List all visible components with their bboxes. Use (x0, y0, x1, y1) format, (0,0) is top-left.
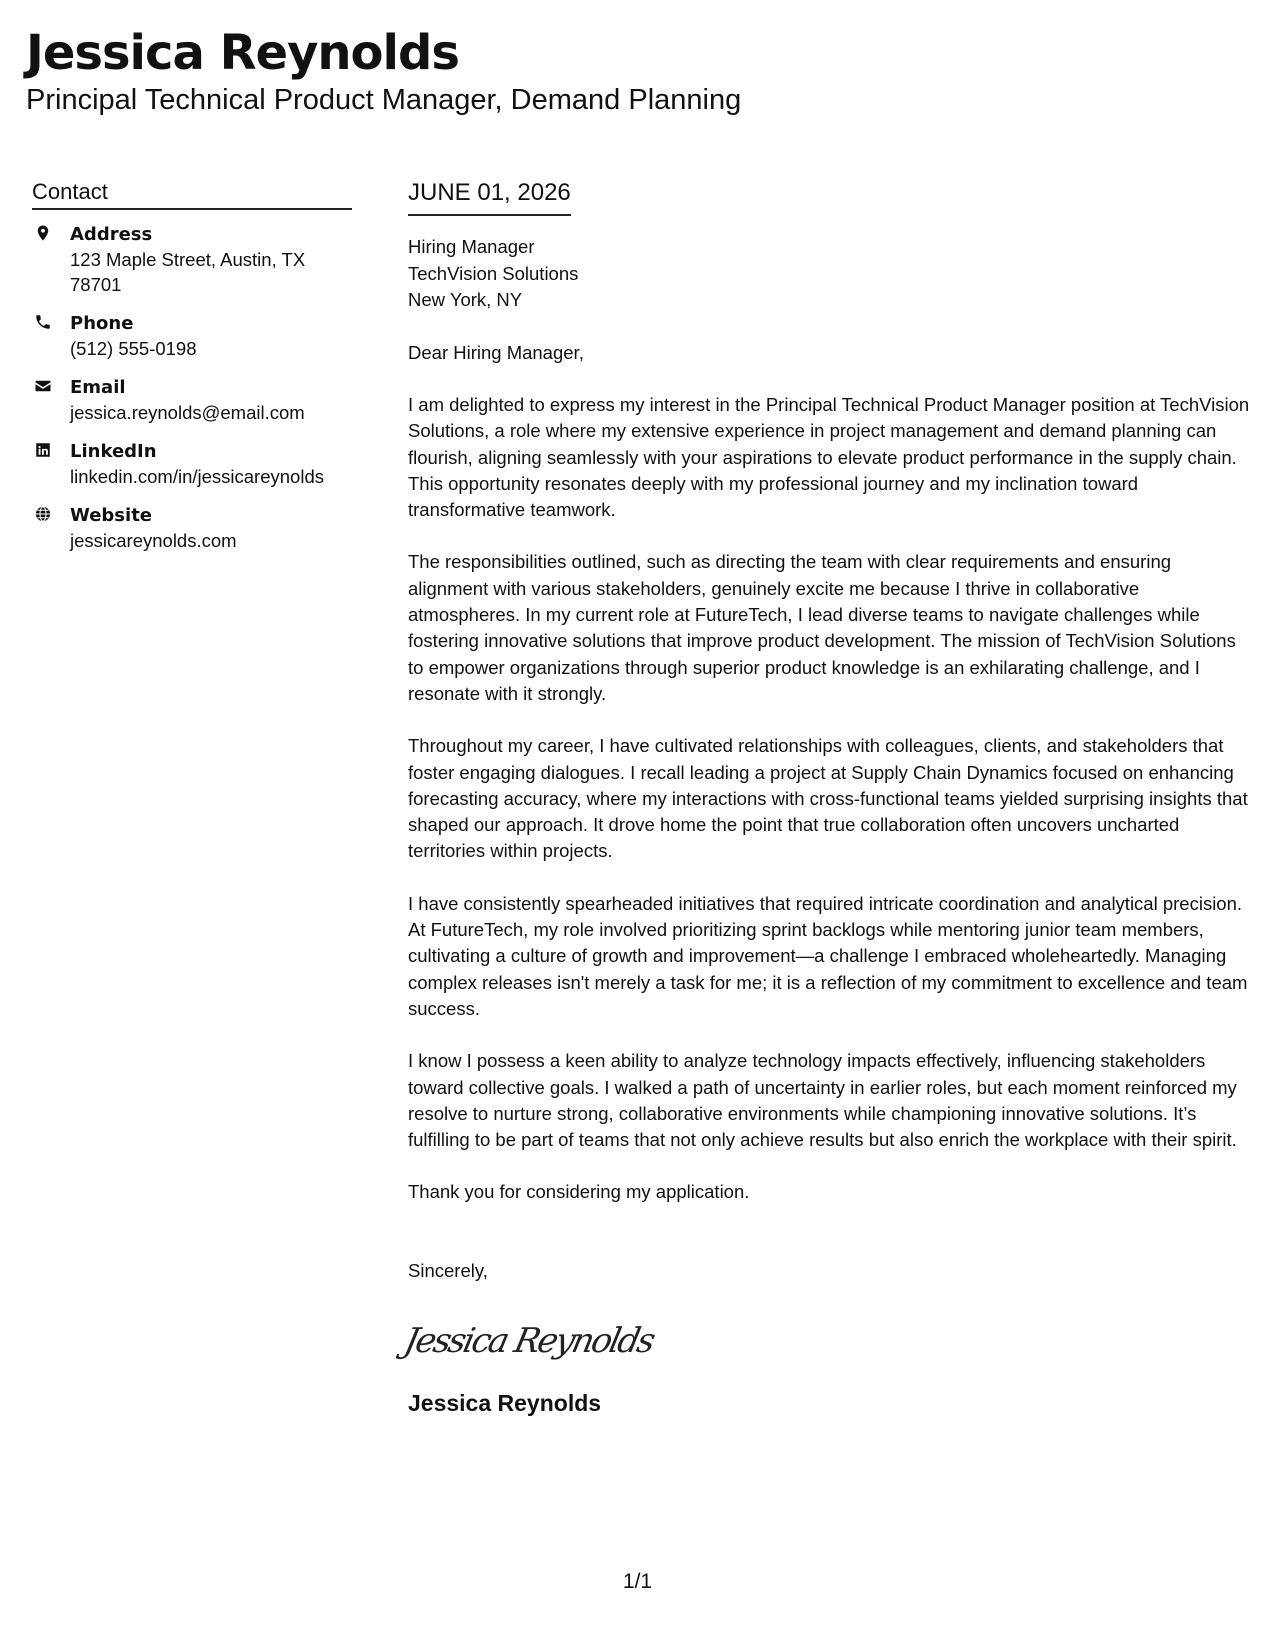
phone-label: Phone (70, 313, 134, 334)
signer-name: Jessica Reynolds (408, 1390, 602, 1417)
recipient-block (408, 234, 1250, 314)
paragraph-3: Throughout my career, I have cultivated relationships with colleagues, clients, and stakeholders that foster engaging dialogues. I recall leading a project at Supply Chain Dynamics focused on enhancing forecasting accuracy, where my interactions with cross-functional teams yielded surprising insights that shaped our approach. It drove home the point that true collaboration often uncovers uncharted territories within projects. (408, 735, 1248, 862)
contact-phone (32, 311, 352, 361)
contact-email (32, 375, 352, 425)
closing: Sincerely, (408, 1259, 488, 1281)
email-label: Email (70, 377, 126, 398)
linkedin-icon (34, 441, 52, 459)
salutation: Dear Hiring Manager, (408, 341, 584, 363)
page-number: 1/1 (622, 1570, 653, 1593)
paragraph-1: I am delighted to express my interest in the Principal Technical Product Manager position at TechVision Solutions, a role where my extensive experience in project management and demand planning can flourish, aligning seamlessly with your aspirations to elevate product performance in the supply chain. This opportunity resonates deeply with my professional journey and my inclination toward transformative teamwork. (408, 394, 1250, 521)
website-label: Website (70, 505, 153, 526)
contact-linkedin (32, 439, 352, 489)
recipient-location: New York, NY (408, 289, 523, 310)
phone-icon (34, 313, 52, 331)
job-title: Principal Technical Product Manager, Demand Planning (26, 84, 742, 116)
contact-sidebar (32, 178, 352, 567)
letter-date: JUNE 01, 2026 (408, 178, 571, 216)
contact-website (32, 503, 352, 553)
svg-text:Jessica Reynolds: Jessica Reynolds (400, 1321, 660, 1362)
contact-address (32, 222, 352, 297)
paragraph-5: I know I possess a keen ability to analyze technology impacts effectively, influencing stakeholders toward collective goals. I walked a path of uncertainty in earlier roles, but each moment reinforced my resolve to nurture strong, collaborative environments while championing innovative solutions. It’s fulfilling to be part of teams that not only achieve results but also enrich the workplace with their spirit. (408, 1050, 1237, 1151)
email-value: jessica.reynolds@email.com (70, 402, 305, 423)
envelope-icon (34, 377, 52, 395)
paragraph-thanks: Thank you for considering my application. (408, 1181, 750, 1203)
paragraph-4: I have consistently spearheaded initiatives that required intricate coordination and analytical precision. At FutureTech, my role involved prioritizing sprint backlogs while mentoring junior team members, cultivating a culture of growth and improvement—a challenge I embraced wholeheartedly. Managing complex releases isn't merely a task for me; it is a reflection of my commitment to excellence and team success. (408, 892, 1248, 1019)
address-value: 123 Maple Street, Austin, TX 78701 (70, 249, 306, 295)
phone-value: (512) 555-0198 (70, 338, 197, 359)
contact-heading: Contact (32, 178, 352, 210)
candidate-name: Jessica Reynolds (26, 25, 459, 81)
paragraph-2: The responsibilities outlined, such as directing the team with clear requirements and ensuring alignment with various stakeholders, genuinely excite me because I thrive in collaborative atmospheres. In my current role at FutureTech, I lead diverse teams to navigate challenges while fostering innovative solutions that improve product development. The mission of TechVision Solutions to empower organizations through superior product knowledge is an exhilarating challenge, and I resonate with it strongly. (408, 551, 1236, 704)
website-value: jessicareynolds.com (70, 530, 237, 551)
location-pin-icon (34, 224, 52, 242)
linkedin-label: LinkedIn (70, 441, 157, 462)
recipient-title: Hiring Manager (408, 236, 535, 257)
linkedin-value: linkedin.com/in/jessicareynolds (70, 466, 324, 487)
globe-icon (34, 505, 52, 523)
cover-letter-body (400, 178, 1250, 1418)
recipient-company: TechVision Solutions (408, 262, 579, 284)
address-label: Address (70, 224, 153, 245)
handwritten-signature (400, 1308, 1250, 1368)
